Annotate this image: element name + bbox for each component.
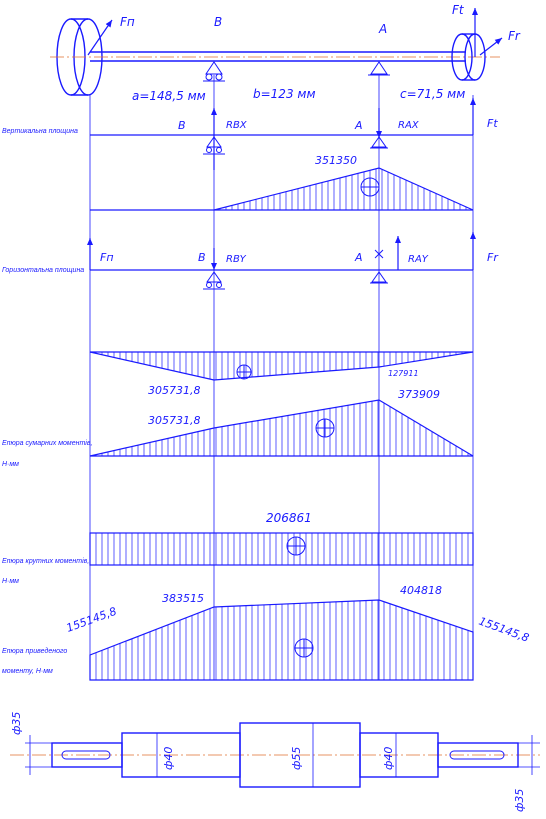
hp-ray-label: RAY: [408, 254, 428, 265]
torque-value: 206861: [266, 511, 312, 525]
vp-ft-label: Ft: [487, 117, 498, 130]
vertical-plane-scheme: [2, 98, 498, 170]
reduced-title-2: моменту, Н·мм: [2, 668, 53, 675]
hm-value-b: 305731,8: [148, 384, 201, 397]
torque-title-1: Епюра крутних моментів,: [2, 558, 90, 565]
fn-arrow: [88, 20, 112, 55]
vertical-moment-diagram: [90, 154, 473, 210]
vm-value: 351350: [315, 154, 357, 167]
rm-value-b: 383515: [162, 592, 204, 605]
reduced-title-1: Епюра приведеного: [2, 648, 68, 655]
torque-title-2: Н·мм: [2, 578, 19, 585]
hp-rby-label: RBY: [226, 254, 246, 265]
ft-label: Ft: [452, 3, 464, 17]
vp-rax-label: RAX: [398, 120, 419, 131]
fr-label: Fr: [508, 29, 520, 43]
torque-diagram: [2, 511, 473, 585]
dia-middle: ф55: [290, 746, 303, 770]
support-a-symbol: [368, 62, 390, 75]
tm-value-a: 373909: [398, 388, 440, 401]
dim-a-label: a=148,5 мм: [132, 89, 206, 103]
vp-b-label: B: [178, 119, 186, 132]
rm-value-a: 404818: [400, 584, 442, 597]
dia-right-bearing: ф40: [382, 746, 395, 770]
dia-right-end: ф35: [513, 788, 526, 812]
support-b-label: B: [214, 15, 223, 29]
horizontal-plane-scheme: [2, 232, 499, 289]
support-a-label: A: [379, 22, 388, 36]
dia-left-end: ф35: [10, 711, 23, 735]
tm-value-b: 305731,8: [148, 414, 201, 427]
shaft-sketch: [10, 712, 540, 812]
horizontal-plane-title: Горизонтальна площина: [2, 267, 85, 274]
hp-a-label: A: [355, 251, 363, 264]
reduced-moment-diagram: [2, 584, 531, 680]
fn-label: Fп: [120, 15, 135, 29]
shaft-scheme: [50, 3, 521, 103]
rm-value-left: 155145,8: [64, 604, 119, 635]
hp-b-label: B: [198, 251, 206, 264]
hm-value-a: 127911: [388, 369, 419, 378]
hp-fr-label: Fr: [487, 251, 498, 264]
total-title-2: Н·мм: [2, 461, 19, 468]
dim-b-label: b=123 мм: [253, 87, 316, 101]
vp-a-label: A: [355, 119, 363, 132]
total-moment-diagram: [2, 388, 473, 468]
rm-value-right: 155145,8: [476, 614, 531, 645]
dia-left-bearing: ф40: [162, 746, 175, 770]
hp-fn-label: Fп: [100, 251, 114, 264]
dim-c-label: c=71,5 мм: [400, 87, 466, 101]
total-title-1: Епюра сумарних моментів,: [2, 440, 93, 447]
vp-rbx-label: RBX: [226, 120, 247, 131]
vertical-plane-title: Вертикальна площина: [2, 128, 78, 135]
